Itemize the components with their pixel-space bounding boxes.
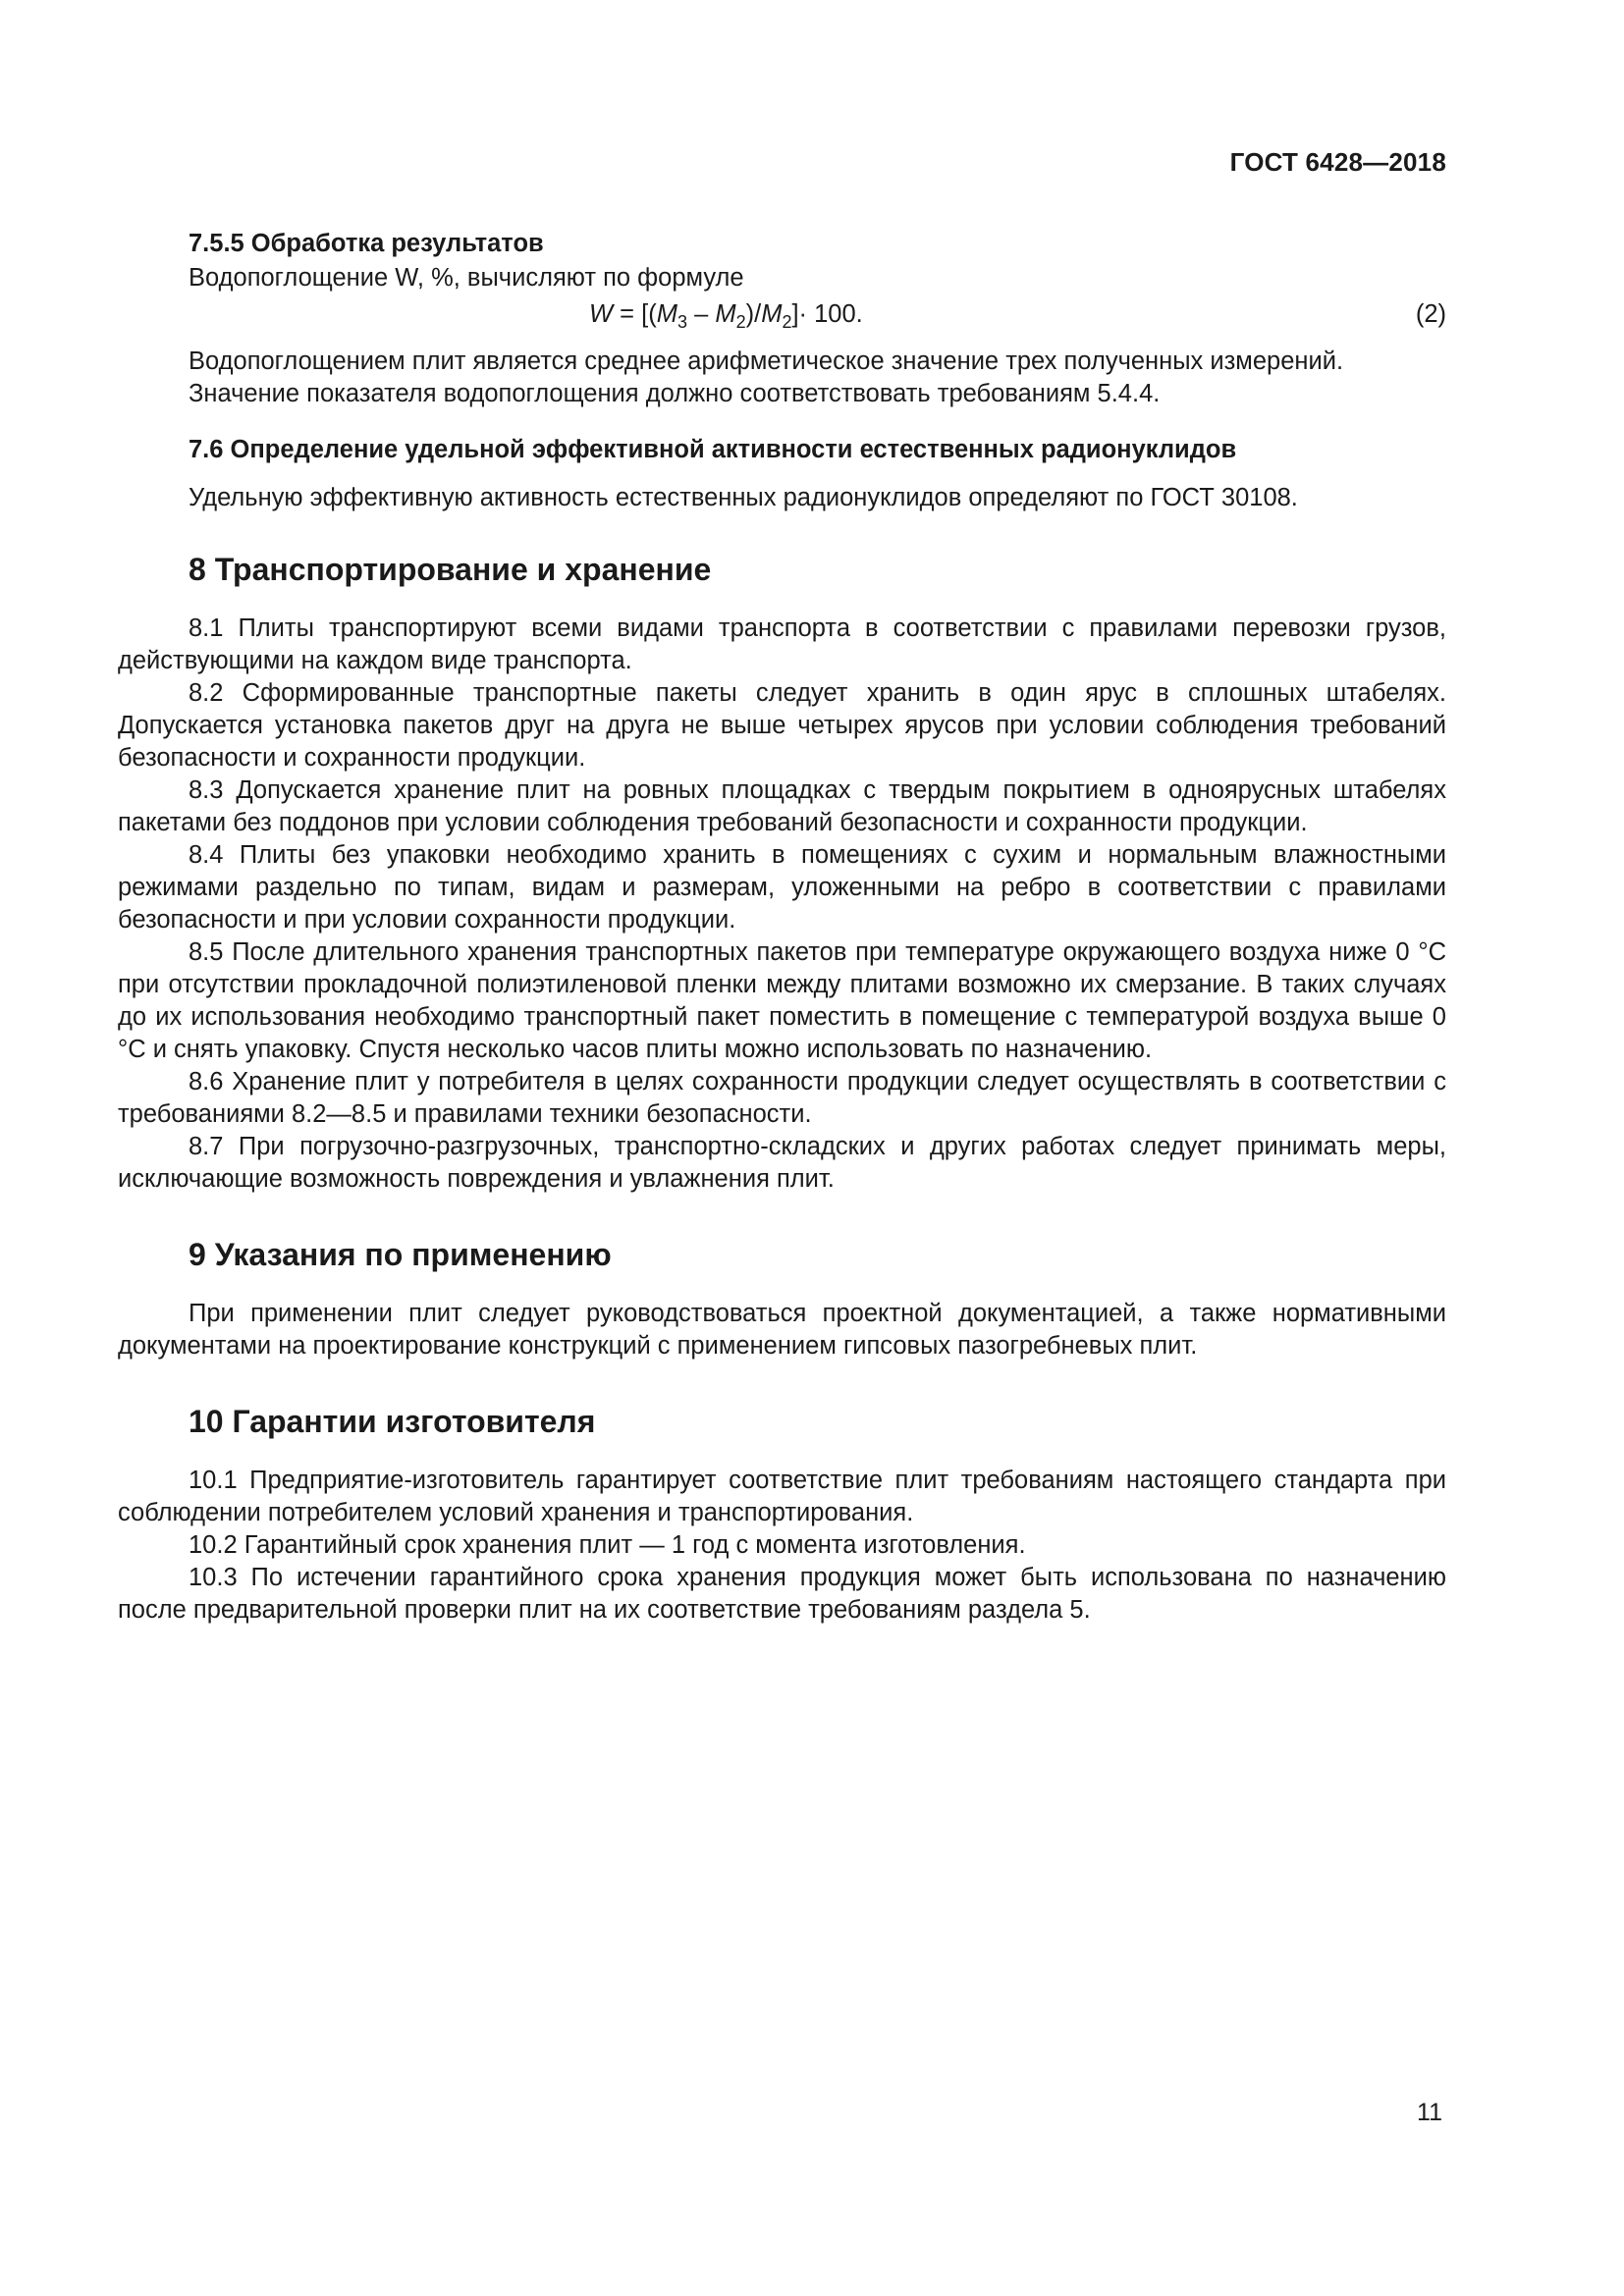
- paragraph: 8.7 При погрузочно-разгрузочных, транспортно-складских и других работах следует принимать меры, исключающие возможность повреждения и увлажнения плит.: [118, 1133, 1446, 1193]
- section-title: 9 Указания по применению: [189, 1237, 612, 1272]
- formula-minus: –: [686, 300, 716, 328]
- formula-sub-2-denominator: 2: [782, 312, 792, 333]
- formula-var-w: W: [589, 300, 614, 328]
- formula-tail: ]· 100.: [791, 300, 863, 328]
- paragraph: 8.2 Сформированные транспортные пакеты следует хранить в один ярус в сплошных штабелях. Допускается установка пакетов друг на друга не выше четырех ярусов при условии соблюдения требований безопасности и сохранности продукции.: [118, 679, 1446, 772]
- paragraph: При применении плит следует руководствоваться проектной документацией, а также нормативными документами на проектирование конструкций с применением гипсовых пазогребневых плит.: [118, 1300, 1446, 1360]
- paragraph: Водопоглощением плит является среднее арифметическое значение трех полученных измерений.: [189, 347, 1344, 375]
- paragraph: 8.3 Допускается хранение плит на ровных площадках с твердым покрытием в одноярусных штабелях пакетами без поддонов при условии соблюдения требований безопасности и сохранности продукции.: [118, 776, 1446, 836]
- paragraph: 10.3 По истечении гарантийного срока хранения продукция может быть использована по назначению после предварительной проверки плит на их соответствие требованиям раздела 5.: [118, 1564, 1446, 1624]
- section-7-5-5: [118, 228, 1446, 410]
- subsection-title: 7.6 Определение удельной эффективной активности естественных радионуклидов: [189, 436, 1237, 463]
- section-9: [118, 1235, 1446, 1362]
- paragraph: 8.5 После длительного хранения транспортных пакетов при температуре окружающего воздуха ниже 0 °С при отсутствии прокладочной полиэтиленовой пленки между плитами возможно их смерзание. В таких случаях до их использования необходимо транспортный пакет поместить в помещение с температурой воздуха выше 0 °С и снять упаковку. Спустя несколько часов плиты можно использовать по назначению.: [118, 938, 1446, 1063]
- formula-eq: = [(: [613, 300, 657, 328]
- formula-var-m3: M: [656, 300, 677, 328]
- section-10: [118, 1402, 1446, 1627]
- section-title: 8 Транспортирование и хранение: [189, 552, 712, 587]
- formula-sub-2: 2: [735, 312, 746, 333]
- subsection-title: 7.5.5 Обработка результатов: [189, 230, 544, 257]
- paragraph: Удельную эффективную активность естественных радионуклидов определяют по ГОСТ 30108.: [189, 484, 1298, 511]
- paragraph: 8.6 Хранение плит у потребителя в целях сохранности продукции следует осуществлять в соответствии с требованиями 8.2—8.5 и правилами техники безопасности.: [118, 1068, 1446, 1128]
- formula-sub-3: 3: [677, 312, 687, 333]
- section-10-body: [118, 1465, 1446, 1627]
- formula: [589, 298, 863, 331]
- formula-div: )/: [745, 300, 762, 328]
- paragraph: 10.1 Предприятие-изготовитель гарантирует соответствие плит требованиям настоящего стандарта при соблюдении потребителем условий хранения и транспортирования.: [118, 1467, 1446, 1526]
- document-body: [118, 228, 1446, 1627]
- formula-row: [118, 298, 1446, 334]
- equation-number: (2): [1415, 300, 1446, 328]
- page-number: 11: [1417, 2099, 1442, 2126]
- paragraph: 8.4 Плиты без упаковки необходимо хранить в помещениях с сухим и нормальным влажностными режимами раздельно по типам, видам и размерам, уложенными на ребро в соответствии с правилами безопасности и при условии сохранности продукции.: [118, 841, 1446, 934]
- formula-var-m2: M: [715, 300, 736, 328]
- paragraph: Значение показателя водопоглощения должно соответствовать требованиям 5.4.4.: [189, 380, 1161, 407]
- section-title: 10 Гарантии изготовителя: [189, 1404, 596, 1439]
- formula-var-m2-denominator: M: [761, 300, 783, 328]
- section-8-body: [118, 613, 1446, 1196]
- paragraph: 8.1 Плиты транспортируют всеми видами транспорта в соответствии с правилами перевозки грузов, действующими на каждом виде транспорта.: [118, 614, 1446, 674]
- section-7-6: [118, 434, 1446, 514]
- paragraph: 10.2 Гарантийный срок хранения плит — 1 год с момента изготовления.: [189, 1531, 1026, 1559]
- document-header: ГОСТ 6428—2018: [1229, 147, 1446, 177]
- formula-intro: Водопоглощение W, %, вычисляют по формуле: [189, 264, 744, 292]
- section-8: [118, 550, 1446, 1196]
